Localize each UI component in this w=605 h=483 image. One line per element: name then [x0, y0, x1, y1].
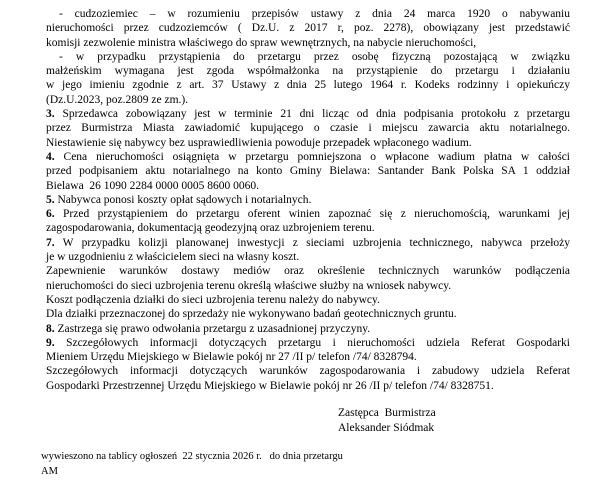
- item-number: 9.: [46, 336, 55, 349]
- item-number: 7.: [46, 236, 55, 249]
- document-line: małżeńskim wymagana jest zgoda współmałżonka na przystąpienie do przetargu i działaniu: [46, 65, 570, 78]
- document-line: przed podpisaniem aktu notarialnego na konto Gminy Bielawa: Santander Bank Polska SA 1 oddział: [46, 165, 570, 178]
- document-line: w jego imieniu zgodnie z art. 37 Ustawy z dnia 25 lutego 1964 r. Kodeks rodzinny i opiekuńczy: [46, 79, 570, 92]
- item-number: 4.: [46, 150, 55, 163]
- document-line: Koszt podłączenia działki do sieci uzbrojenia terenu należy do nabywcy.: [46, 293, 380, 306]
- document-line: 4. Cena nieruchomości osiągnięta w przetargu pomniejszona o wpłacone wadium płatna w całości: [46, 150, 570, 163]
- footer-block: [41, 450, 605, 479]
- document-line: Gospodarki Przestrzennej Urzędu Miejskiego w Bielawie pokój nr 26 /II p/ telefon /74/ 8328751.: [46, 379, 494, 392]
- item-number: 8.: [46, 322, 55, 335]
- document-line: nieruchomości do sieci uzbrojenia terenu określą właściwe służby na wniosek nabywcy.: [46, 279, 452, 292]
- document-line: 9. Szczegółowych informacji dotyczących przetargu i nieruchomości udziela Referat Gospodarki: [46, 336, 570, 349]
- document-line: Bielawa 26 1090 2284 0000 0005 8600 0060.: [46, 179, 260, 192]
- document-line: 3. Sprzedawca zobowiązany jest w terminie 21 dni licząc od dnia podpisania protokołu z przetargu: [46, 108, 571, 121]
- document-line: Zapewnienie warunków dostawy mediów oraz określenie technicznych warunków podłączenia: [46, 265, 570, 278]
- document-line: je w uzgodnieniu z właścicielem sieci na własny koszt.: [46, 251, 300, 264]
- posting-note: wywieszono na tablicy ogłoszeń 22 stycznia 2026 r. do dnia przetargu: [41, 451, 343, 463]
- item-number: 6.: [46, 208, 55, 221]
- document-line: (Dz.U.2023, poz.2809 ze zm.).: [46, 93, 189, 106]
- signature-block: [338, 406, 605, 435]
- document-line: 6. Przed przystąpieniem do przetargu oferent winien zapoznać się z nieruchomością, warunkami jej: [46, 208, 570, 221]
- document-line: zagospodarowania, dokumentacją geodezyjną oraz uzbrojeniem terenu.: [46, 222, 375, 235]
- item-number: 5.: [46, 193, 55, 206]
- document-line: przez Burmistrza Miasta zawiadomić kupującego o czasie i miejscu zawarcia aktu notarialnego.: [46, 122, 570, 135]
- signature-title: Zastępca Burmistrza: [338, 407, 436, 420]
- document-line: Mieniem Urzędu Miejskiego w Bielawie pokój nr 27 /II p/ telefon /74/ 8328794.: [46, 351, 417, 364]
- footer-initials: AM: [41, 465, 58, 477]
- document-line: - cudzoziemiec – w rozumieniu przepisów ustawy z dnia 24 marca 1920 o nabywaniu: [59, 8, 570, 20]
- document-line: 5. Nabywca ponosi koszty opłat sądowych i notarialnych.: [46, 193, 312, 206]
- signature-name: Aleksander Siódmak: [338, 421, 435, 434]
- document-line: nieruchomości przez cudzoziemców ( Dz.U. z 2017 r, poz. 2278), obowiązany jest przedstawić: [46, 22, 570, 35]
- document-line: 8. Zastrzega się prawo odwołania przetargu z uzasadnionej przyczyny.: [46, 322, 371, 335]
- document-line: Dla działki przeznaczonej do sprzedaży nie wykonywano badań geotechnicznych gruntu.: [46, 308, 457, 321]
- item-number: 3.: [46, 108, 55, 121]
- document-line: komisji zezwolenie ministra właściwego do spraw wewnętrznych, na nabycie nieruchomości,: [46, 36, 477, 49]
- document-line: - w przypadku przystąpienia do przetargu przez osobę fizyczną pozostającą w związku: [59, 50, 570, 63]
- document-line: Szczegółowych informacji dotyczących warunków zagospodarowania i zabudowy udziela Referat: [46, 365, 570, 378]
- document-line: 7. W przypadku kolizji planowanej inwestycji z sieciami uzbrojenia technicznego, nabywca przełoży: [46, 236, 570, 249]
- document-line: Niestawienie się nabywcy bez usprawiedliwienia powoduje przepadek wpłaconego wadium.: [46, 136, 472, 149]
